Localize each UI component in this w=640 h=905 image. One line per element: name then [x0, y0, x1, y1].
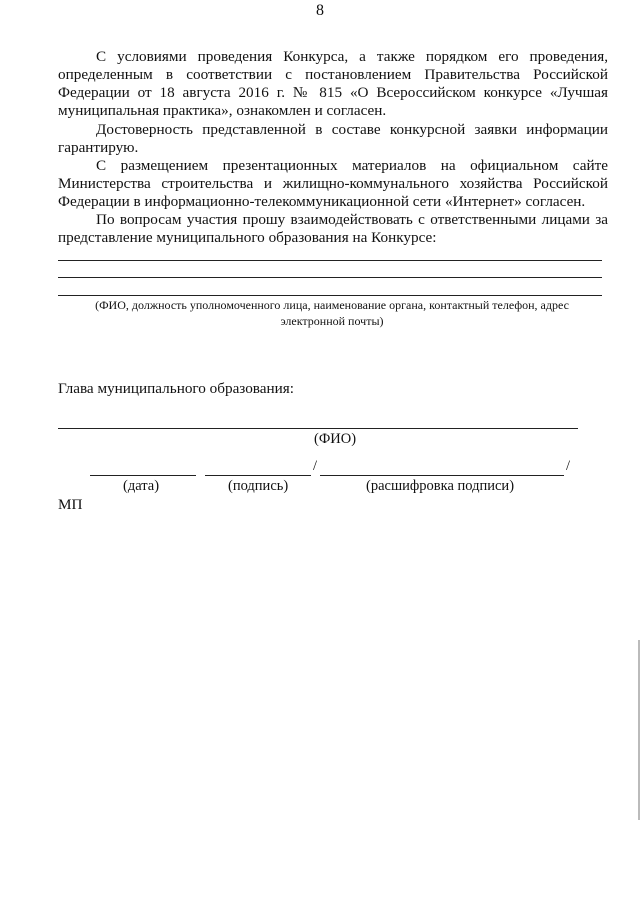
paragraph-presentation: С размещением презентационных материалов на официальном сайте Министерства строительства и жилищно-коммунального хозяйства Российской Федерации в информационно-телекоммуникационной сети «Интернет» согласен. [58, 157, 608, 210]
page-number: 8 [316, 2, 324, 19]
contact-line-2 [58, 277, 602, 278]
signature-line [205, 475, 311, 476]
decode-label: (расшифровка подписи) [366, 478, 515, 494]
paragraph-contacts: По вопросам участия прошу взаимодействовать с ответственными лицами за представление муниципального образования на Конкурсе: [58, 211, 608, 246]
sign-label: (подпись) [228, 478, 289, 494]
date-label: (дата) [123, 478, 160, 494]
signature-slash-1: / [313, 458, 318, 474]
contact-line-3 [58, 295, 602, 296]
signature-slash-2: / [566, 458, 571, 474]
contact-line-1 [58, 260, 602, 261]
head-label: Глава муниципального образования: [58, 380, 294, 397]
date-line [90, 475, 196, 476]
paragraph-conditions: С условиями проведения Конкурса, а также порядком его проведения, определенным в соответствии с постановлением Правительства Российской Федерации от 18 августа 2016 г. № 815 «О Всероссийском конкурсе «Лучшая муниципальная практика», ознакомлен и согласен. [58, 48, 608, 119]
fio-caption: (ФИО) [314, 431, 357, 447]
decode-line [320, 475, 564, 476]
fio-line [58, 428, 578, 429]
contact-caption: (ФИО, должность уполномоченного лица, наименование органа, контактный телефон, адрес электронной почты) [95, 298, 569, 328]
stamp-label: МП [58, 496, 83, 513]
paragraph-reliability: Достоверность представленной в составе конкурсной заявки информации гарантирую. [58, 121, 608, 156]
